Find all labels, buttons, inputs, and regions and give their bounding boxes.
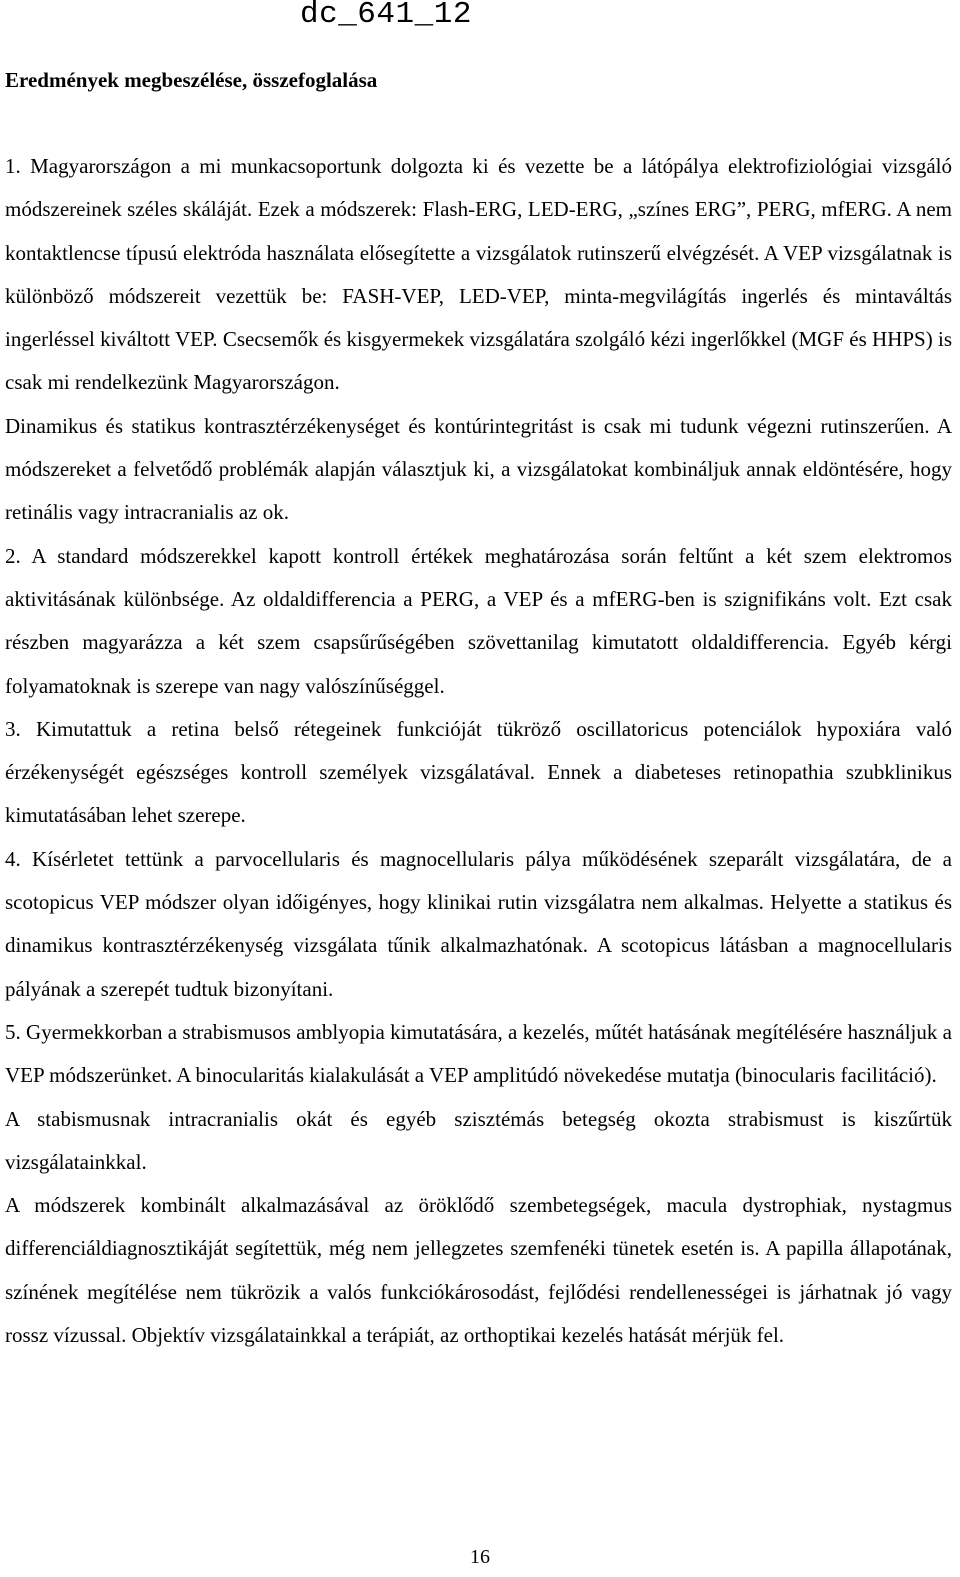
paragraph-8: A módszerek kombinált alkalmazásával az öröklődő szembetegségek, macula dystrophiak, nystagmus differenciáldiagnosztikáját segítettük, még nem jellegzetes szemfenéki tünetek esetén is. A papilla állapotának, színének megítélése nem tükrözik a valós funkciókárosodást, fejlődési rendellenességei is járhatnak jó vagy rossz vízussal. Objektív vizsgálatainkkal a terápiát, az orthoptikai kezelés hatását mérjük fel. xyxy=(5,1193,952,1348)
paragraph-7: A stabismusnak intracranialis okát és egyéb szisztémás betegség okozta strabismust is kiszűrtük vizsgálatainkkal. xyxy=(5,1106,952,1174)
paragraph-3: 2. A standard módszerekkel kapott kontroll értékek meghatározása során feltűnt a két szem elektromos aktivitásának különbsége. Az oldaldifferencia a PERG, a VEP és a mfERG-ben is szignifikáns volt. Ezt csak részben magyarázza a két szem csapsűrűségében szövettanilag kimutatott oldaldifferencia. Egyéb kérgi folyamatoknak is szerepe van nagy valószínűséggel. xyxy=(5,543,952,698)
paragraph-5: 4. Kísérletet tettünk a parvocellularis és magnocellularis pálya működésének szeparált vizsgálatára, de a scotopicus VEP módszer olyan időigényes, hogy klinikai rutin vizsgálatra nem alkalmas. Helyette a statikus és dinamikus kontrasztérzékenység vizsgálata tűnik alkalmazhatónak. A scotopicus látásban a magnocellularis pályának a szerepét tudtuk bizonyítani. xyxy=(5,846,952,1001)
document-id: dc_641_12 xyxy=(300,0,472,32)
section-heading: Eredmények megbeszélése, összefoglalása xyxy=(5,68,378,92)
paragraph-6: 5. Gyermekkorban a strabismusos amblyopia kimutatására, a kezelés, műtét hatásának megítélésére használjuk a VEP módszerünket. A binocularitás kialakulását a VEP amplitúdó növekedése mutatja (binocularis facilitáció). xyxy=(5,1019,952,1088)
paragraph-2: Dinamikus és statikus kontrasztérzékenységet és kontúrintegritást is csak mi tudunk végezni rutinszerűen. A módszereket a felvetődő problémák alapján választjuk ki, a vizsgálatokat kombináljuk annak eldöntésére, hogy retinális vagy intracranialis az ok. xyxy=(5,413,952,525)
paragraph-4: 3. Kimutattuk a retina belső rétegeinek funkcióját tükröző oscillatoricus potenciálok hypoxiára való érzékenységét egészséges kontroll személyek vizsgálatával. Ennek a diabeteses retinopathia szubklinikus kimutatásában lehet szerepe. xyxy=(5,716,952,828)
paragraph-1: 1. Magyarországon a mi munkacsoportunk dolgozta ki és vezette be a látópálya elektrofiziológiai vizsgáló módszereinek széles skáláját. Ezek a módszerek: Flash-ERG, LED-ERG, „színes ERG”, PERG, mfERG. A nem kontaktlencse típusú elektróda használata elősegítette a vizsgálatok rutinszerű elvégzését. A VEP vizsgálatnak is különböző módszereit vezettük be: FASH-VEP, LED-VEP, minta-megvilágítás ingerlés és mintaváltás ingerléssel kiváltott VEP. Csecsemők és kisgyermekek vizsgálatára szolgáló kézi ingerlőkkel (MGF és HHPS) is csak mi rendelkezünk Magyarországon. xyxy=(5,154,952,395)
page-number: 16 xyxy=(470,1546,490,1568)
body-text xyxy=(5,145,952,1357)
